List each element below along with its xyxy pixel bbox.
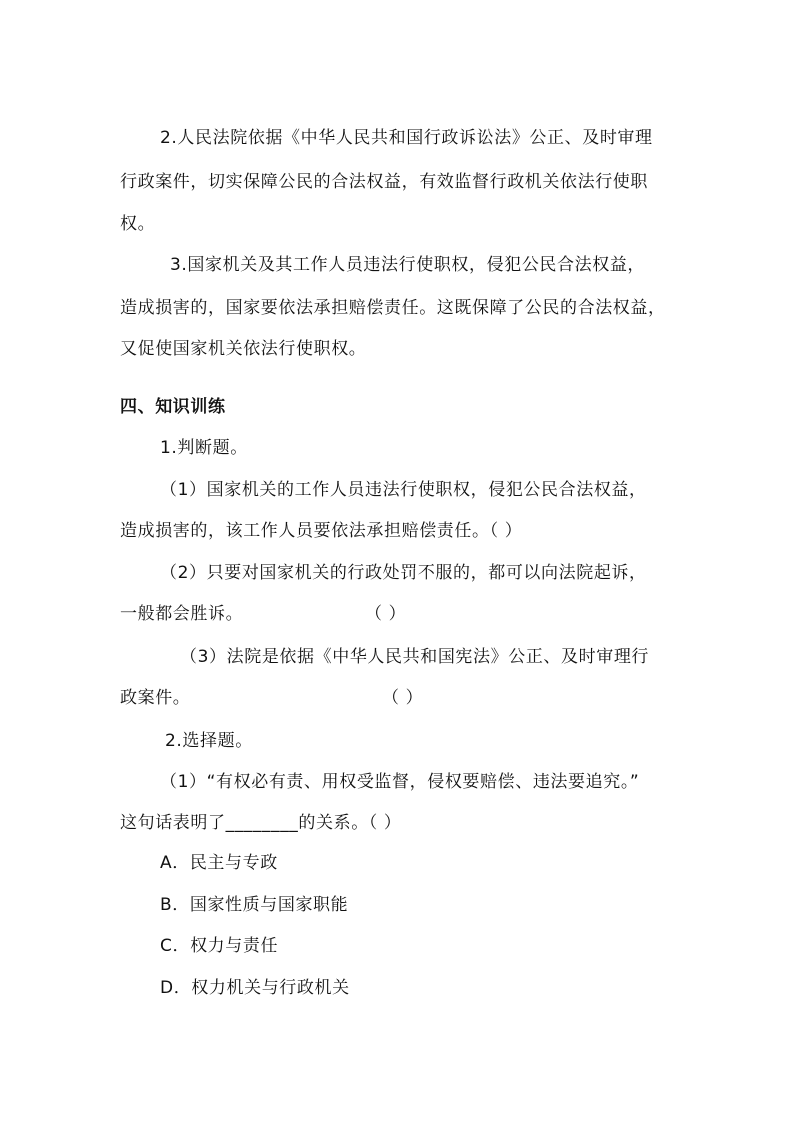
judge-question-2-line-1: （2）只要对国家机关的行政处罚不服的，都可以向法院起诉， bbox=[160, 563, 647, 583]
judge-question-2-line-2: 一般都会胜诉。 bbox=[120, 604, 244, 624]
choice-question-1-line-1: （1）“有权必有责、用权受监督，侵权要赔偿、违法要追究。” bbox=[160, 772, 640, 792]
paragraph-2-line-3: 权。 bbox=[120, 214, 156, 234]
section-heading: 四、知识训练 bbox=[120, 397, 226, 417]
judge-question-3-answer-paren: （ ） bbox=[382, 688, 424, 708]
judge-question-1-line-1: （1）国家机关的工作人员违法行使职权，侵犯公民合法权益， bbox=[160, 480, 647, 500]
judge-title: 1.判断题。 bbox=[160, 438, 248, 458]
paragraph-3-line-2: 造成损害的，国家要依法承担赔偿责任。这既保障了公民的合法权益， bbox=[120, 298, 666, 318]
judge-question-3-line-2: 政案件。 bbox=[120, 688, 191, 708]
choice-question-1-line-2: 这句话表明了________的关系。（ ） bbox=[120, 813, 402, 833]
choice-option-d: D．权力机关与行政机关 bbox=[160, 978, 350, 998]
choice-option-c: C．权力与责任 bbox=[160, 936, 279, 956]
paragraph-2-line-1: 2.人民法院依据《中华人民共和国行政诉讼法》公正、及时审理 bbox=[160, 128, 653, 148]
paragraph-3-line-3: 又促使国家机关依法行使职权。 bbox=[120, 339, 367, 359]
choice-option-b: B．国家性质与国家职能 bbox=[160, 895, 349, 915]
paragraph-3-line-1: 3.国家机关及其工作人员违法行使职权，侵犯公民合法权益， bbox=[170, 255, 646, 275]
judge-question-1-line-2: 造成损害的，该工作人员要依法承担赔偿责任。（ ） bbox=[120, 521, 523, 541]
choice-option-a: A．民主与专政 bbox=[160, 853, 278, 873]
paragraph-2-line-2: 行政案件，切实保障公民的合法权益，有效监督行政机关依法行使职 bbox=[120, 172, 648, 192]
judge-question-2-answer-paren: （ ） bbox=[365, 604, 407, 624]
choice-title: 2.选择题。 bbox=[165, 731, 253, 751]
judge-question-3-line-1: （3）法院是依据《中华人民共和国宪法》公正、及时审理行 bbox=[180, 647, 650, 667]
